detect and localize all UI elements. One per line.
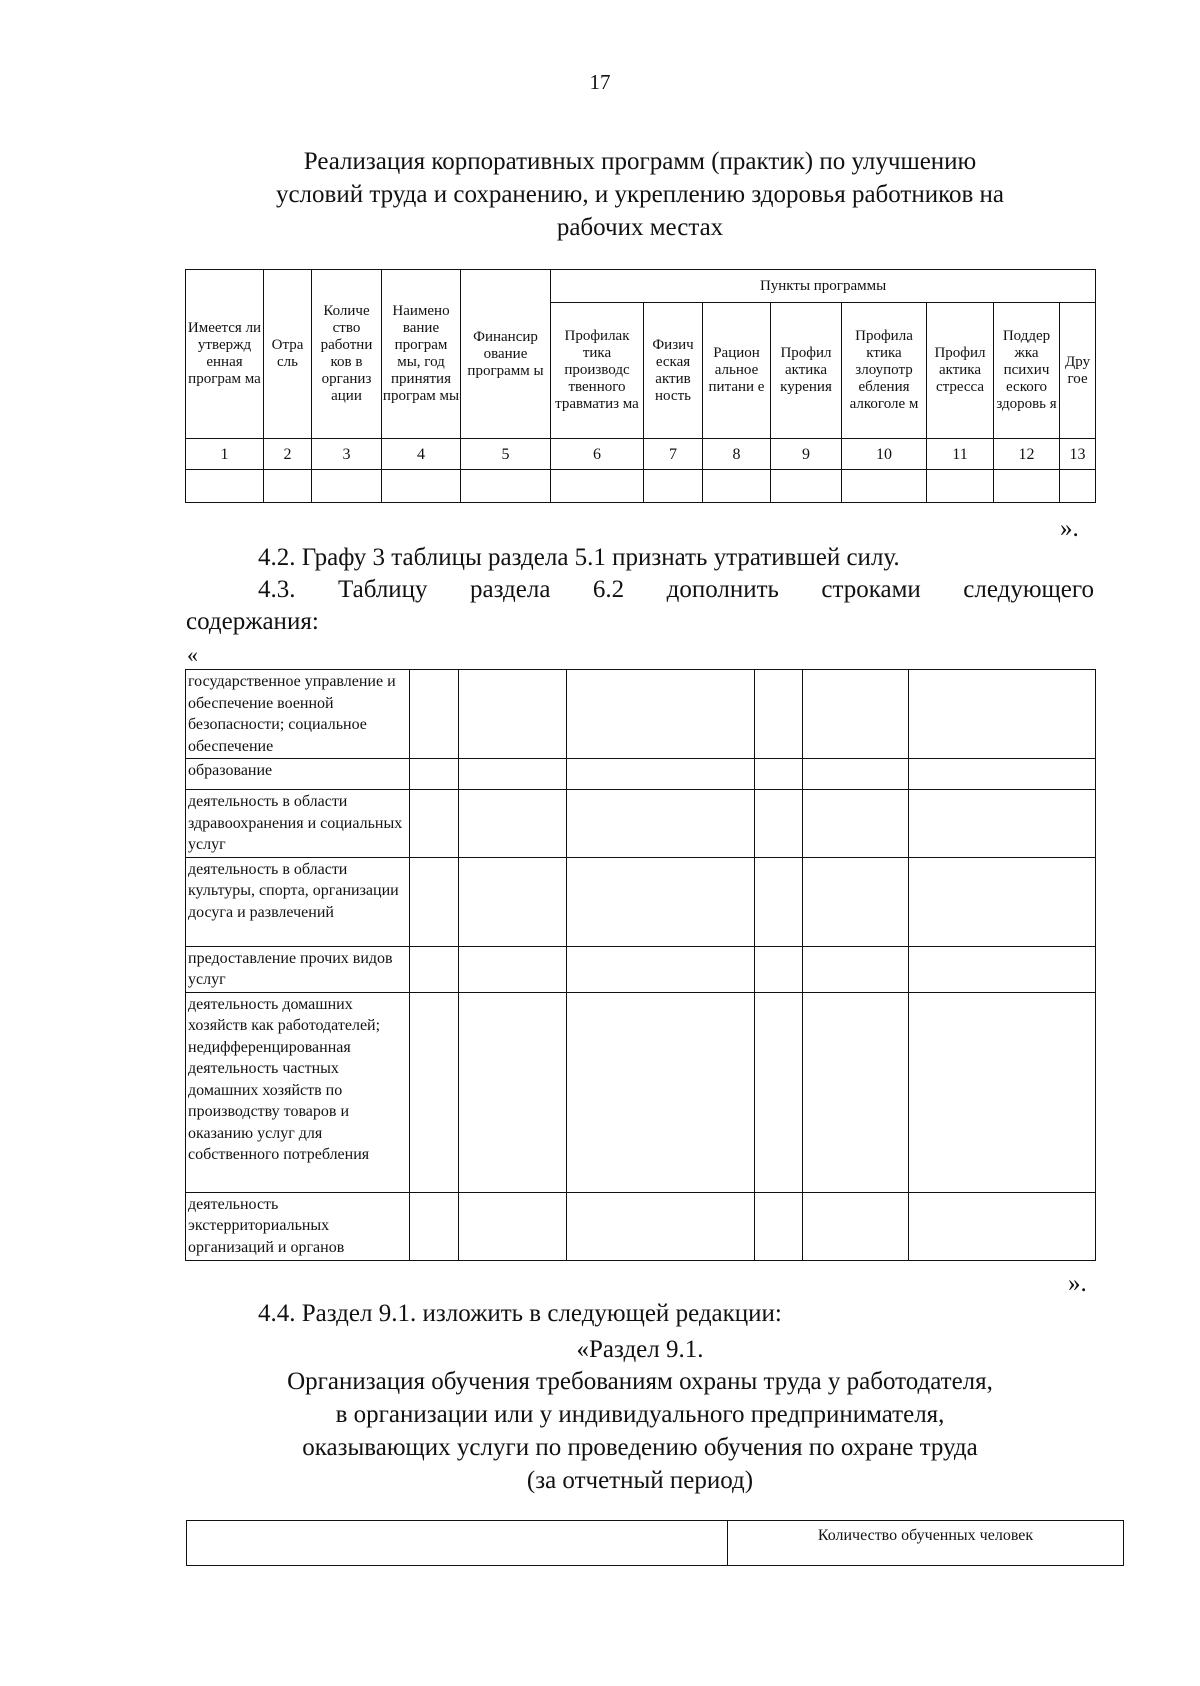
empty-cell xyxy=(842,470,927,503)
section-title-line: в организации или у индивидуального предпринимателя, xyxy=(335,1401,945,1428)
empty-cell xyxy=(644,470,703,503)
header-program-items: Пункты программы xyxy=(551,270,1096,303)
column-number: 3 xyxy=(312,439,382,470)
empty-cell xyxy=(1060,470,1096,503)
industry-name: образование xyxy=(186,759,410,790)
column-number: 4 xyxy=(382,439,461,470)
column-number: 1 xyxy=(186,439,264,470)
opening-quote: « xyxy=(187,642,198,667)
industry-name: деятельность в области культуры, спорта, организации досуга и развлечений xyxy=(186,857,410,946)
industry-name: государственное управление и обеспечение военной безопасности; социальное обеспечение xyxy=(186,670,410,759)
header-alcohol-prevention: Профила ктика злоупотр ебления алкоголе м xyxy=(842,303,927,439)
table1-title-line: рабочих местах xyxy=(556,214,724,241)
paragraph-4-2: 4.2. Графу 3 таблицы раздела 5.1 признать утратившей силу. xyxy=(258,544,900,571)
section-title-line: оказывающих услуги по проведению обучения по охране труда xyxy=(302,1434,978,1461)
header-injury-prevention: Профилак тика производс твенного травматиз ма xyxy=(551,303,644,439)
header-nutrition: Рацион альное питани е xyxy=(703,303,771,439)
empty-cell xyxy=(264,470,312,503)
column-number: 8 xyxy=(703,439,771,470)
header-other: Дру гое xyxy=(1060,303,1096,439)
column-number: 11 xyxy=(927,439,994,470)
page-number: 17 xyxy=(589,70,611,94)
header-mental-health: Поддер жка психич еского здоровь я xyxy=(994,303,1060,439)
header-industry: Отра сль xyxy=(264,270,312,439)
industries-table xyxy=(185,669,1096,1261)
training-table xyxy=(186,1520,1124,1566)
header-stress-prevention: Профил актика стресса xyxy=(927,303,994,439)
empty-cell xyxy=(994,470,1060,503)
header-program-name: Наимено вание програм мы, год принятия програм мы xyxy=(382,270,461,439)
table1-title-line: условий труда и сохранению, и укреплению здоровья работников на xyxy=(275,181,1005,208)
header-smoking-prevention: Профил актика курения xyxy=(771,303,842,439)
empty-cell xyxy=(461,470,551,503)
empty-cell xyxy=(551,470,644,503)
header-approved-program: Имеется ли утвержд енная програм ма xyxy=(186,270,264,439)
industry-name: деятельность домашних хозяйств как работодателей; недифференцированная деятельность частных домашних хозяйств по производству товаров и оказанию услуг для собственного потребления xyxy=(186,992,410,1192)
table1-title-line: Реализация корпоративных программ (практик) по улучшению xyxy=(303,148,977,175)
header-employee-count: Количе ство работни ков в организ ации xyxy=(312,270,382,439)
column-number: 12 xyxy=(994,439,1060,470)
empty-cell xyxy=(382,470,461,503)
programs-table xyxy=(185,269,1096,503)
trained-people-header: Количество обученных человек xyxy=(728,1521,1124,1566)
section-9-1-title xyxy=(150,1365,1130,1497)
column-number: 6 xyxy=(551,439,644,470)
closing-quote-1: ». xyxy=(1060,515,1079,542)
paragraph-4-3-continued: содержания: xyxy=(186,608,319,635)
section-title-line: Организация обучения требованиям охраны труда у работодателя, xyxy=(287,1368,993,1395)
empty-cell xyxy=(927,470,994,503)
industry-name: деятельность экстерриториальных организаций и органов xyxy=(186,1192,410,1260)
empty-cell xyxy=(703,470,771,503)
column-number: 9 xyxy=(771,439,842,470)
closing-quote-2: ». xyxy=(1068,1270,1087,1297)
industry-name: деятельность в области здравоохранения и социальных услуг xyxy=(186,790,410,858)
column-number: 2 xyxy=(264,439,312,470)
empty-cell xyxy=(187,1521,728,1566)
empty-cell xyxy=(186,470,264,503)
column-number: 5 xyxy=(461,439,551,470)
paragraph-4-3: 4.3. Таблицу раздела 6.2 дополнить строками следующего xyxy=(258,576,1094,603)
section-9-1-heading: «Раздел 9.1. xyxy=(576,1336,704,1363)
header-physical-activity: Физич еская актив ность xyxy=(644,303,703,439)
column-number: 7 xyxy=(644,439,703,470)
empty-cell xyxy=(312,470,382,503)
empty-cell xyxy=(771,470,842,503)
section-title-line: (за отчетный период) xyxy=(526,1467,754,1494)
column-number: 13 xyxy=(1060,439,1096,470)
industry-name: предоставление прочих видов услуг xyxy=(186,946,410,992)
table1-title xyxy=(200,145,1080,244)
paragraph-4-4: 4.4. Раздел 9.1. изложить в следующей редакции: xyxy=(258,1300,782,1327)
header-financing: Финансир ование программ ы xyxy=(461,270,551,439)
column-number: 10 xyxy=(842,439,927,470)
